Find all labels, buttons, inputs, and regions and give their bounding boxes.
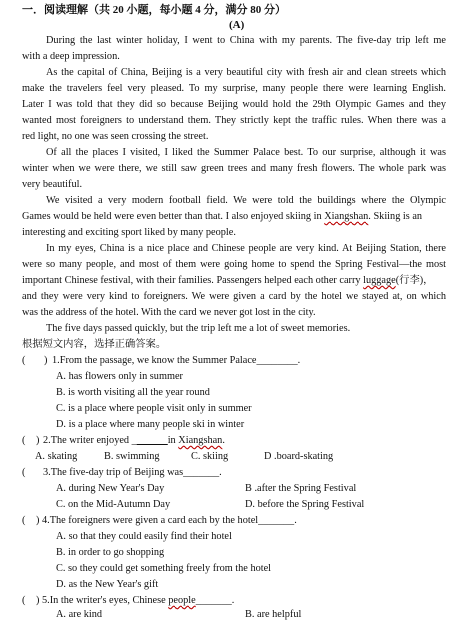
passage-line: Later I was told that they did so because Beijing would hold the 29th Olympic Games and they bbox=[22, 99, 446, 110]
passage-line: winter when we were there, we still saw green trees and many fresh flowers. The whole park was bbox=[22, 163, 446, 174]
answer-paren-open: ( bbox=[22, 467, 26, 478]
answer-paren-open: ( bbox=[22, 435, 26, 446]
answer-blank: _______ bbox=[183, 467, 220, 478]
option-b: B. swimming bbox=[104, 451, 160, 462]
passage-line: Of all the places I visited, I liked the Summer Palace best. To our surprise, although it was bbox=[46, 147, 446, 158]
option-a: A. so that they could easily find their hotel bbox=[56, 531, 232, 542]
passage-line-luggage bbox=[22, 275, 446, 287]
question-text: 5.In the writer's eyes, Chinese bbox=[42, 595, 169, 606]
vocab-word: luggage bbox=[363, 275, 396, 286]
question-end: . bbox=[219, 467, 222, 478]
question-text: 3.The five-day trip of Beijing was bbox=[43, 467, 184, 478]
passage-line: In my eyes, China is a nice place and Chinese people are very kind. At Beijing Station, there bbox=[46, 243, 446, 254]
option-d: D. is a place where many people ski in winter bbox=[56, 419, 245, 430]
question-stem bbox=[42, 515, 297, 527]
question-text: in bbox=[167, 435, 179, 446]
answer-paren-open: ( bbox=[22, 595, 26, 606]
option-c: C. is a place where people visit only in summer bbox=[56, 403, 252, 414]
answer-paren-open: ( bbox=[22, 515, 26, 526]
passage-text: Games would be held were even better than that. I also enjoyed skiing in bbox=[22, 211, 325, 222]
question-text: 4.The foreigners were given a card each by the hotel bbox=[42, 515, 259, 526]
question-end: . bbox=[231, 595, 235, 606]
place-name: Xiangshan bbox=[178, 435, 223, 446]
option-a: A. skating bbox=[35, 451, 78, 462]
option-d: D. as the New Year's gift bbox=[56, 579, 159, 590]
option-d: D .board-skating bbox=[264, 451, 334, 462]
answer-paren-close: ) bbox=[36, 435, 40, 446]
option-c: C. so they could get something freely from the hotel bbox=[56, 563, 272, 574]
answer-paren-close: ) bbox=[36, 515, 40, 526]
question-end: . bbox=[222, 435, 225, 446]
passage-line: The five days passed quickly, but the trip left me a lot of sweet memories. bbox=[46, 323, 351, 334]
section-heading: 一．阅读理解（共 20 小题，每小题 4 分，满分 80 分） bbox=[22, 4, 286, 16]
answer-paren-close: ) bbox=[44, 355, 48, 366]
place-name: Xiangshan bbox=[324, 211, 369, 222]
passage-line: and they were very kind to foreigners. We were given a card by the hotel we stayed at, on which bbox=[22, 291, 446, 302]
question-stem bbox=[43, 435, 225, 447]
passage-line: very beautiful. bbox=[22, 179, 83, 190]
answer-blank: ________ bbox=[256, 355, 298, 366]
question-stem bbox=[52, 355, 300, 367]
question-end: . bbox=[297, 355, 301, 366]
answer-blank: _______ bbox=[195, 595, 232, 606]
answer-blank: _______ bbox=[258, 515, 295, 526]
answer-paren-close: ) bbox=[36, 595, 40, 606]
passage-line: As the capital of China, Beijing is a very beautiful city with fresh air and clean streets which bbox=[46, 67, 446, 78]
passage-text: important Chinese festival, with their families. Passengers helped each other carry bbox=[22, 275, 364, 286]
passage-line: were so many people, and most of them were going home to spend the Spring Festival—the most bbox=[22, 259, 446, 270]
passage-line: red light, no one was seen crossing the street. bbox=[22, 131, 209, 142]
passage-label: (A) bbox=[229, 19, 245, 31]
question-stem bbox=[42, 595, 234, 607]
passage-text: (行李)， bbox=[395, 275, 434, 286]
option-b: B. are helpful bbox=[245, 609, 302, 620]
passage-line: During the last winter holiday, I went to China with my parents. The five-day trip left me bbox=[46, 35, 446, 46]
instruction: 根据短文内容，选择正确答案。 bbox=[22, 339, 167, 350]
option-c: C. on the Mid-Autumn Day bbox=[56, 499, 171, 510]
option-b: B. is worth visiting all the year round bbox=[56, 387, 210, 398]
passage-line: with a deep impression. bbox=[22, 51, 120, 62]
answer-paren-open: ( bbox=[22, 355, 26, 366]
option-c: C. skiing bbox=[191, 451, 229, 462]
answer-blank: ______ bbox=[136, 435, 168, 446]
passage-line: interesting and exciting sport liked by many people. bbox=[22, 227, 236, 238]
passage-line: We visited a very modern football field. We were told the buildings where the Olympic bbox=[46, 195, 446, 206]
option-b: B. in order to go shopping bbox=[56, 547, 165, 558]
option-d: D. before the Spring Festival bbox=[245, 499, 365, 510]
option-a: A. during New Year's Day bbox=[56, 483, 165, 494]
passage-line-xiangshan bbox=[22, 211, 446, 223]
option-a: A. are kind bbox=[56, 609, 103, 620]
passage-line: wanted most foreigners to understand them. They strictly kept the traffic rules. When there was a bbox=[22, 115, 446, 126]
question-text: 1.From the passage, we know the Summer Palace bbox=[52, 355, 257, 366]
passage-line: make the travelers feel very pleased. To my surprise, many people there were learning English. bbox=[22, 83, 446, 94]
question-stem bbox=[43, 467, 222, 479]
question-text: 2.The writer enjoyed _ bbox=[43, 435, 137, 446]
question-end: . bbox=[294, 515, 297, 526]
emphasized-word: people bbox=[168, 595, 196, 606]
passage-line: was the address of the hotel. With the card we never got lost in the city. bbox=[22, 307, 316, 318]
option-b: B .after the Spring Festival bbox=[245, 483, 357, 494]
passage-text: . Skiing is an bbox=[368, 211, 423, 222]
option-a: A. has flowers only in summer bbox=[56, 371, 183, 382]
